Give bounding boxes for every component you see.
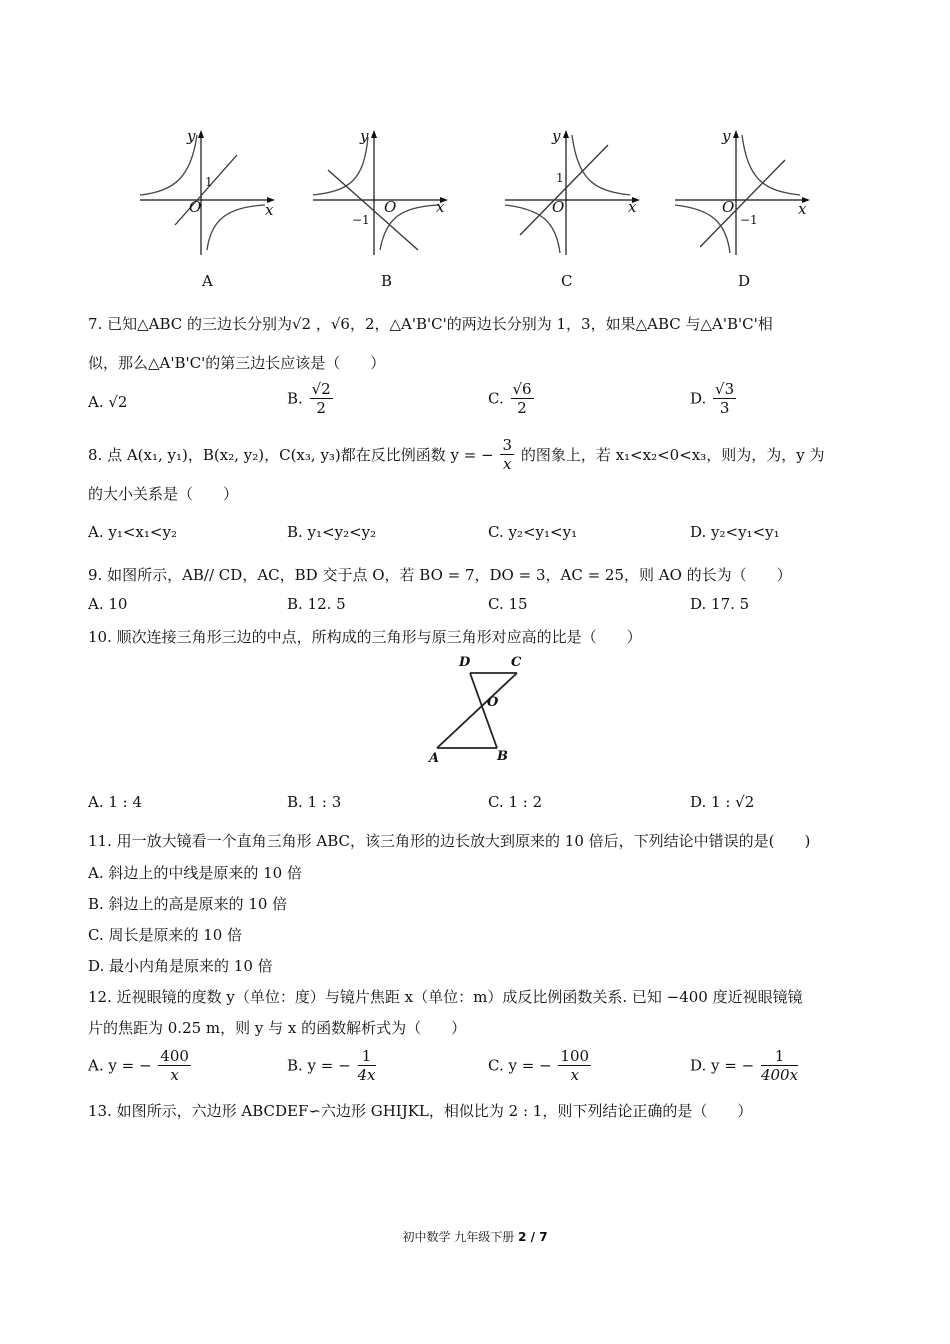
q11-option-d: D. 最小内角是原来的 10 倍 [88,957,273,975]
q9-text: 9. 如图所示，AB// CD，AC，BD 交于点 O，若 BO = 7，DO = 3，AC = 25，则 AO 的长为（ ） [88,566,792,584]
graph-d-plot [670,125,815,260]
q9-option-c: C. 15 [488,595,528,613]
q8-option-a: A. y₁<x₁<y₂ [88,523,177,541]
q12-option-b-den: 4x [357,1066,376,1084]
graph-a-tick: 1 [205,175,213,189]
graph-d-y-label: y [722,127,731,145]
q11-option-c: C. 周长是原来的 10 倍 [88,926,243,944]
q12-option-b-num: 1 [358,1047,376,1066]
q12-option-d [690,1047,800,1084]
q7-option-b-num: √2 [311,380,331,398]
q10-fig-label-o: O [487,695,499,710]
q11-option-a: A. 斜边上的中线是原来的 10 倍 [88,864,302,882]
footer-page-number: 2 / 7 [518,1230,548,1244]
graph-c-tick: 1 [556,171,564,185]
q11-text: 11. 用一放大镜看一个直角三角形 ABC，该三角形的边长放大到原来的 10 倍后，下列结论中错误的是( ) [88,832,811,850]
q7-option-b [287,380,335,417]
graph-label-c: C [561,272,573,290]
q10-fig-label-d: D [459,655,471,670]
q12-option-a-label: A. y = − [88,1056,152,1075]
q10-figure [425,655,535,770]
q7-option-c [488,380,536,417]
graph-c-x-label: x [628,198,637,216]
graph-c-y-label: y [552,127,561,145]
q7-option-d-label: D. [690,389,707,408]
graph-d-origin: O [722,198,735,216]
q7-option-c-num: √6 [512,380,532,398]
q7-text-line1: 7. 已知△ABC 的三边长分别为√2 ，√6，2，△A'B'C'的两边长分别为 1，3，如果△ABC 与△A'B'C'相 [88,315,773,333]
q9-option-a: A. 10 [88,595,128,613]
graph-b-x-label: x [436,198,445,216]
q10-text: 10. 顺次连接三角形三边的中点，所构成的三角形与原三角形对应高的比是（ ） [88,628,642,646]
graph-c-plot [500,125,645,260]
graph-d-tick: −1 [740,213,758,227]
q10-option-d: D. 1 : √2 [690,793,755,811]
q12-option-c-num: 100 [560,1047,590,1065]
q7-option-b-den: 2 [316,399,326,417]
q10-fig-label-c: C [511,655,522,670]
graph-d-x-label: x [798,200,807,218]
q7-option-c-label: C. [488,389,504,408]
q8-text-line1b: 的图象上，若 x₁<x₂<0<x₃，则为，为，y 为 [520,446,825,464]
q7-option-d-den: 3 [719,399,730,417]
q8-option-b: B. y₁<y₂<y₂ [287,523,377,541]
graph-a-origin: O [189,198,202,216]
q9-option-b: B. 12. 5 [287,595,346,613]
q7-option-a: A. √2 [88,393,128,411]
q12-option-d-label: D. y = − [690,1056,755,1075]
q8-text-line1 [88,436,825,473]
q10-option-c: C. 1 : 2 [488,793,543,811]
q12-option-a-den: x [170,1066,179,1084]
q10-fig-label-a: A [429,751,440,766]
page-footer [0,1228,950,1245]
graph-b [308,125,453,260]
graph-b-plot [308,125,453,260]
graph-b-tick: −1 [352,213,370,227]
graph-a-y-label: y [187,127,196,145]
graph-a [135,125,280,260]
q8-option-c: C. y₂<y₁<y₁ [488,523,578,541]
q7-text-line2: 似，那么△A'B'C'的第三边长应该是（ ） [88,354,386,372]
graph-label-d: D [738,272,751,290]
graph-b-origin: O [384,198,397,216]
graph-a-plot [135,125,280,260]
q8-option-d: D. y₂<y₁<y₁ [690,523,780,541]
q8-frac-num: 3 [502,436,513,454]
q12-text-line2: 片的焦距为 0.25 m，则 y 与 x 的函数解析式为（ ） [88,1019,467,1037]
q7-option-c-den: 2 [517,399,527,417]
q11-option-b: B. 斜边上的高是原来的 10 倍 [88,895,288,913]
q13-text: 13. 如图所示，六边形 ABCDEF∽六边形 GHIJKL，相似比为 2 : 1，则下列结论正确的是（ ） [88,1102,753,1120]
graph-b-y-label: y [360,127,369,145]
q12-option-d-num: 1 [761,1047,798,1066]
footer-text: 初中数学 九年级下册 [402,1230,515,1244]
q12-option-c [488,1047,593,1084]
q8-text-line2: 的大小关系是（ ） [88,485,239,503]
graph-c-origin: O [552,198,565,216]
q9-option-d: D. 17. 5 [690,595,750,613]
q10-figure-svg [425,655,535,770]
graph-label-b: B [381,272,393,290]
q10-fig-label-b: B [497,749,508,764]
graph-d [670,125,815,260]
graph-c [500,125,645,260]
q12-option-b-label: B. y = − [287,1056,351,1075]
q12-option-c-den: x [570,1066,579,1084]
q7-option-d [690,380,738,417]
graph-label-a: A [202,272,213,290]
q12-option-b [287,1047,378,1084]
q12-text-line1: 12. 近视眼镜的度数 y（单位：度）与镜片焦距 x（单位：m）成反比例函数关系. 已知 −400 度近视眼镜镜 [88,988,803,1006]
q12-option-d-den: 400x [760,1066,799,1084]
q8-text-line1a: 8. 点 A(x₁, y₁)，B(x₂, y₂)，C(x₃, y₃)都在反比例函数 y = − [88,446,494,464]
q7-option-b-label: B. [287,389,303,408]
q10-option-a: A. 1 : 4 [88,793,143,811]
q12-option-a [88,1047,193,1084]
graph-a-x-label: x [265,201,274,219]
q7-option-d-num: √3 [715,380,735,398]
q12-option-c-label: C. y = − [488,1056,552,1075]
q12-option-a-num: 400 [160,1047,189,1065]
q10-option-b: B. 1 : 3 [287,793,342,811]
q8-frac-den: x [503,455,512,473]
